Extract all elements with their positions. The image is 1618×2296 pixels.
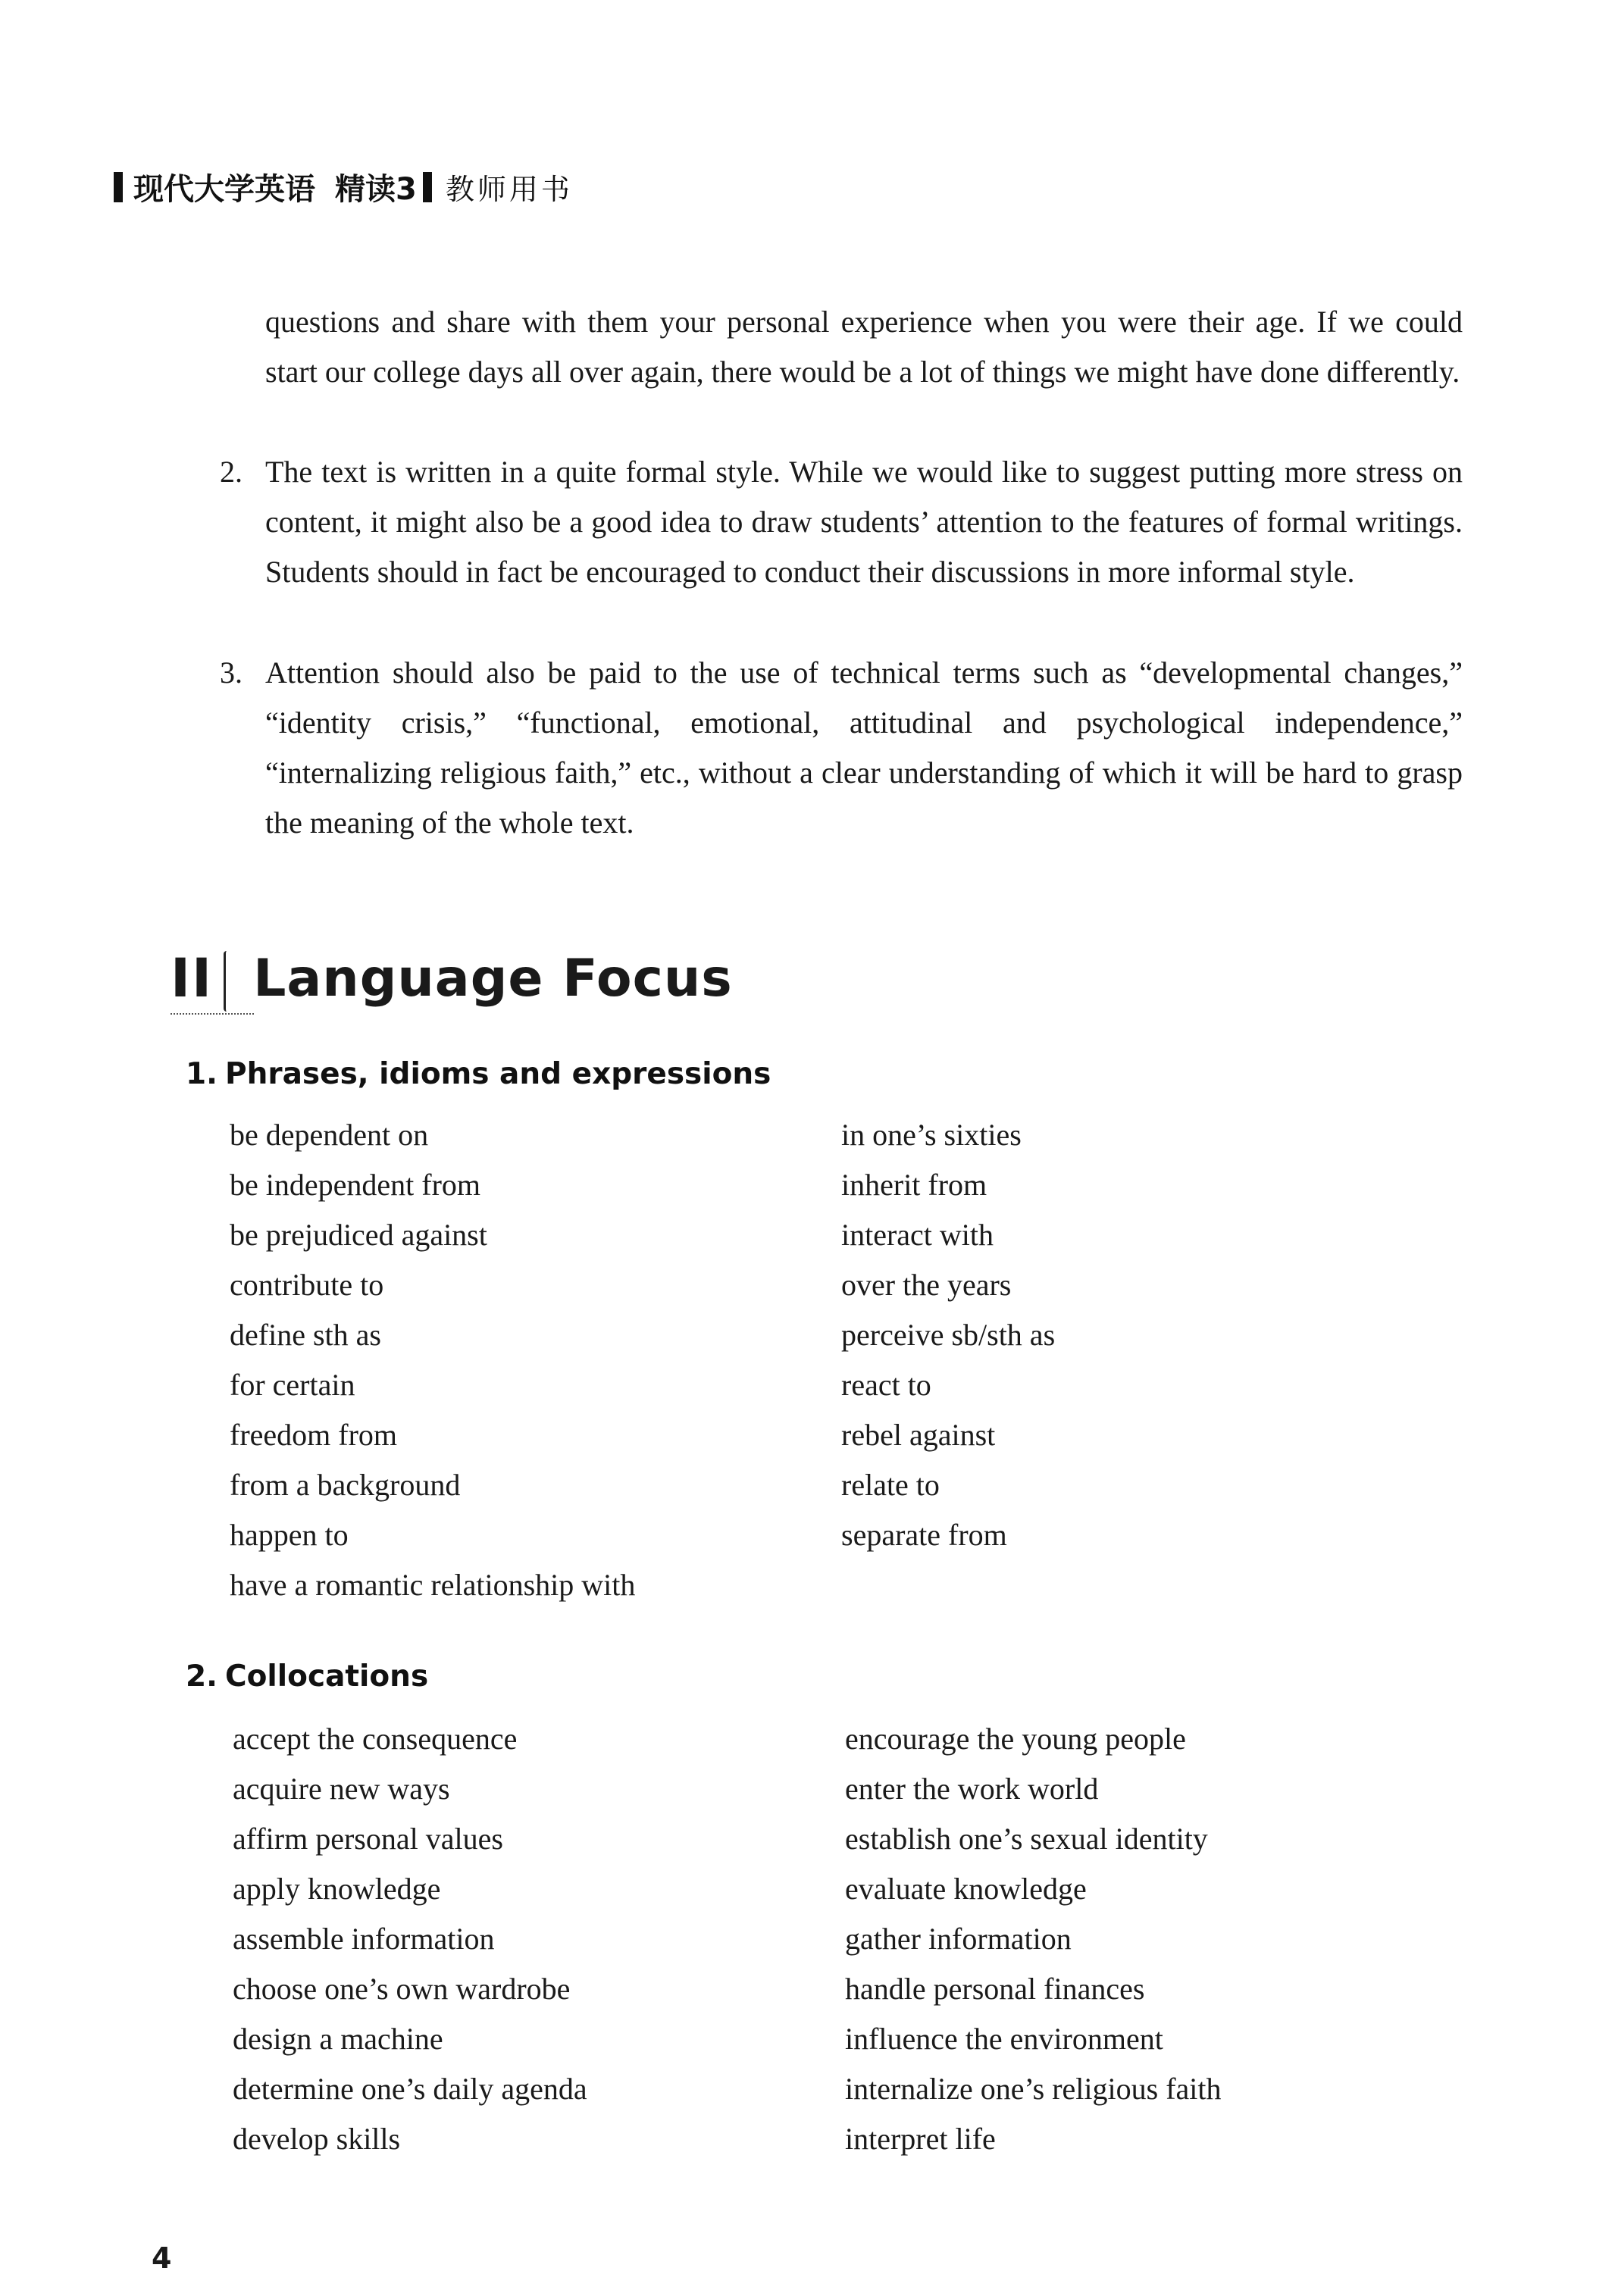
list-item: assemble information — [233, 1922, 495, 1956]
list-item: freedom from — [230, 1418, 398, 1452]
subheading-number: 2. — [186, 1659, 218, 1694]
numbered-point-3 — [220, 648, 1463, 848]
list-item: gather information — [845, 1922, 1072, 1956]
volume-label: 精读3 — [335, 172, 417, 207]
list-item: acquire new ways — [233, 1772, 450, 1806]
list-item: interpret life — [845, 2122, 996, 2156]
list-item: apply knowledge — [233, 1872, 441, 1906]
list-item: affirm personal values — [233, 1822, 503, 1856]
list-item: rebel against — [841, 1418, 996, 1452]
page-number: 4 — [152, 2241, 172, 2275]
phrases-right-column — [841, 1110, 1055, 1560]
paragraph-text: questions and share with them your personal experience when you were their age. If we could start our college days all over again, there would be a lot of things we might have done differently. — [265, 305, 1463, 389]
list-item: handle personal finances — [845, 1972, 1145, 2006]
continued-paragraph — [265, 297, 1463, 397]
point-text: Attention should also be paid to the use of technical terms such as “developmental changes,” “identity crisis,” “functional, emotional, attitudinal and psychological independence,” “internalizing religious faith,” etc., without a clear understanding of which it will be hard to grasp the meaning of the whole text. — [265, 655, 1463, 840]
list-item: design a machine — [233, 2022, 443, 2056]
list-item: in one’s sixties — [841, 1118, 1022, 1152]
list-item: choose one’s own wardrobe — [233, 1972, 571, 2006]
numbered-point-2 — [220, 447, 1463, 597]
list-item: develop skills — [233, 2122, 401, 2156]
collocations-left-column — [233, 1714, 587, 2164]
running-head-bar — [423, 172, 432, 202]
list-item: have a romantic relationship with — [230, 1568, 636, 1602]
collocations-right-column — [845, 1714, 1222, 2164]
point-number: 2. — [220, 455, 243, 489]
heading-underline — [171, 1013, 254, 1015]
list-item: from a background — [230, 1468, 461, 1502]
list-item: be dependent on — [230, 1118, 429, 1152]
phrases-left-column — [230, 1110, 635, 1610]
list-item: react to — [841, 1368, 931, 1402]
list-item: evaluate knowledge — [845, 1872, 1087, 1906]
list-item: over the years — [841, 1268, 1012, 1302]
running-head — [114, 165, 573, 208]
list-item: encourage the young people — [845, 1722, 1186, 1756]
phrases-heading — [186, 1057, 771, 1091]
list-item: interact with — [841, 1218, 994, 1252]
list-item: separate from — [841, 1518, 1007, 1552]
heading-bracket — [224, 951, 232, 1012]
list-item: be prejudiced against — [230, 1218, 487, 1252]
subheading-text: Collocations — [225, 1659, 429, 1694]
list-item: accept the consequence — [233, 1722, 518, 1756]
list-item: for certain — [230, 1368, 355, 1402]
list-item: happen to — [230, 1518, 349, 1552]
list-item: inherit from — [841, 1168, 987, 1202]
section-numeral: II — [171, 947, 214, 1009]
book-title: 现代大学英语 — [133, 172, 315, 207]
subheading-text: Phrases, idioms and expressions — [225, 1057, 771, 1091]
list-item: determine one’s daily agenda — [233, 2072, 587, 2106]
list-item: relate to — [841, 1468, 940, 1502]
running-head-bar — [114, 172, 123, 202]
list-item: be independent from — [230, 1168, 480, 1202]
list-item: enter the work world — [845, 1772, 1099, 1806]
list-item: define sth as — [230, 1318, 381, 1352]
list-item: perceive sb/sth as — [841, 1318, 1056, 1352]
section-title: Language Focus — [253, 948, 733, 1009]
section-heading — [171, 947, 733, 1009]
list-item: influence the environment — [845, 2022, 1163, 2056]
point-text: The text is written in a quite formal style. While we would like to suggest putting more stress on content, it might also be a good idea to draw students’ attention to the features of formal writings. Students should in fact be encouraged to conduct their discussions in more informal style. — [265, 455, 1463, 589]
list-item: establish one’s sexual identity — [845, 1822, 1208, 1856]
collocations-heading — [186, 1659, 428, 1694]
list-item: contribute to — [230, 1268, 384, 1302]
list-item: internalize one’s religious faith — [845, 2072, 1222, 2106]
book-subtitle: 教师用书 — [445, 173, 573, 206]
point-number: 3. — [220, 655, 243, 690]
subheading-number: 1. — [186, 1057, 218, 1091]
